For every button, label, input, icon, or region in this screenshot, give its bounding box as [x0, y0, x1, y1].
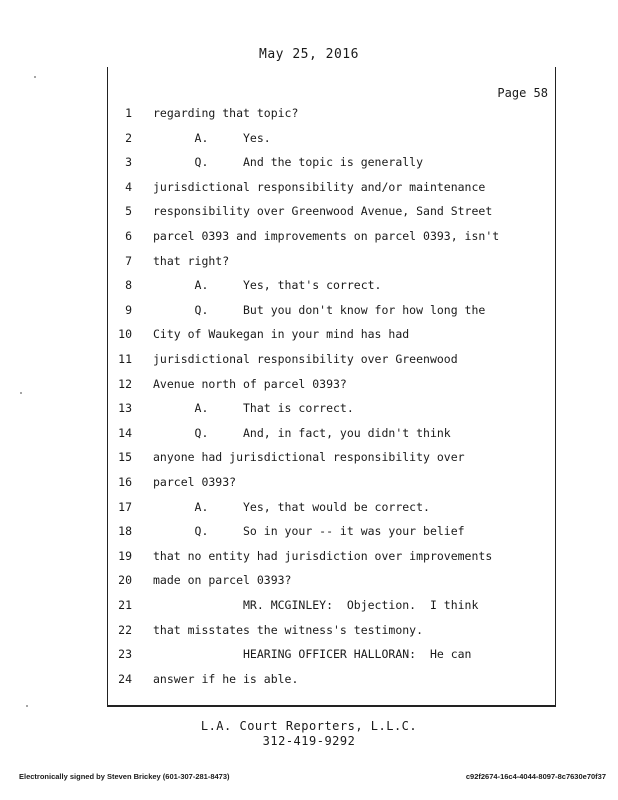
- header-date: May 25, 2016: [259, 47, 359, 62]
- line-text: that misstates the witness's testimony.: [153, 622, 424, 637]
- transcript-line: [0, 647, 618, 667]
- line-number: 11: [118, 352, 132, 366]
- transcript-line: [0, 672, 618, 692]
- line-text: that right?: [153, 253, 230, 268]
- line-number: 4: [125, 179, 132, 194]
- transcript-line: [0, 106, 618, 126]
- line-text: anyone had jurisdictional responsibility over: [153, 450, 465, 465]
- line-number: 5: [125, 204, 132, 219]
- e-signature-note: Electronically signed by Steven Brickey (601-307-281-8473): [19, 772, 230, 781]
- transcript-line: [0, 500, 618, 520]
- footer-phone: 312-419-9292: [262, 734, 356, 748]
- line-text: MR. MCGINLEY: Objection. I think: [153, 598, 479, 612]
- transcript-line: [0, 229, 618, 249]
- transcript-line: [0, 623, 618, 643]
- line-number: 3: [125, 155, 132, 170]
- transcript-line: [0, 524, 618, 544]
- line-text: parcel 0393?: [153, 475, 237, 489]
- line-number: 7: [125, 253, 132, 268]
- line-text: made on parcel 0393?: [153, 573, 292, 588]
- line-number: 10: [118, 327, 132, 342]
- transcript-line: [0, 303, 618, 323]
- transcript-line: [0, 254, 618, 274]
- transcript-line: [0, 180, 618, 200]
- line-number: 8: [125, 278, 132, 293]
- page-number: Page 58: [497, 86, 548, 100]
- line-number: 13: [118, 401, 132, 416]
- transcript-line: [0, 352, 618, 372]
- line-text: answer if he is able.: [153, 671, 299, 686]
- document-hash: c92f2674-16c4-4044-8097-8c7630e70f37: [465, 772, 606, 781]
- transcript-line: [0, 155, 618, 175]
- line-text: Avenue north of parcel 0393?: [153, 376, 347, 391]
- transcript-line: [0, 377, 618, 397]
- line-text: responsibility over Greenwood Avenue, Sand Street: [153, 204, 493, 219]
- line-number: 15: [118, 450, 132, 465]
- line-number: 22: [118, 622, 132, 637]
- line-text: Q. And, in fact, you didn't think: [153, 425, 451, 440]
- line-number: 6: [125, 229, 132, 243]
- line-text: A. Yes.: [153, 130, 271, 145]
- line-text: A. Yes, that would be correct.: [153, 499, 430, 514]
- line-text: City of Waukegan in your mind has had: [153, 327, 410, 342]
- line-text: that no entity had jurisdiction over improvements: [153, 548, 493, 563]
- line-number: 20: [118, 573, 132, 588]
- line-text: parcel 0393 and improvements on parcel 0393, isn't: [153, 229, 500, 243]
- scan-speck: [26, 705, 28, 707]
- footer-firm: L.A. Court Reporters, L.L.C.: [200, 719, 418, 733]
- transcript-line: [0, 401, 618, 421]
- line-number: 23: [118, 647, 132, 662]
- line-number: 12: [118, 376, 132, 391]
- line-text: Q. So in your -- it was your belief: [153, 524, 465, 539]
- line-number: 24: [118, 671, 132, 686]
- line-number: 19: [118, 548, 132, 563]
- line-number: 1: [125, 106, 132, 120]
- line-number: 9: [125, 302, 132, 317]
- line-text: A. Yes, that's correct.: [153, 278, 382, 293]
- transcript-line: [0, 549, 618, 569]
- transcript-line: [0, 573, 618, 593]
- scan-speck: [34, 76, 36, 78]
- line-text: Q. And the topic is generally: [153, 155, 424, 170]
- line-number: 21: [118, 598, 132, 612]
- line-number: 17: [118, 499, 132, 514]
- line-number: 14: [118, 425, 132, 440]
- line-text: Q. But you don't know for how long the: [153, 302, 486, 317]
- transcript-line: [0, 598, 618, 618]
- line-text: HEARING OFFICER HALLORAN: He can: [153, 647, 472, 662]
- line-text: A. That is correct.: [153, 401, 354, 416]
- line-text: regarding that topic?: [153, 106, 299, 120]
- line-number: 16: [118, 475, 132, 489]
- transcript-line: [0, 204, 618, 224]
- transcript-line: [0, 278, 618, 298]
- scan-speck: [20, 392, 22, 394]
- transcript-line: [0, 450, 618, 470]
- transcript-line: [0, 475, 618, 495]
- line-number: 18: [118, 524, 132, 539]
- line-text: jurisdictional responsibility and/or maintenance: [153, 179, 486, 194]
- line-text: jurisdictional responsibility over Greenwood: [153, 352, 458, 366]
- transcript-line: [0, 327, 618, 347]
- transcript-line: [0, 426, 618, 446]
- line-number: 2: [125, 130, 132, 145]
- transcript-line: [0, 131, 618, 151]
